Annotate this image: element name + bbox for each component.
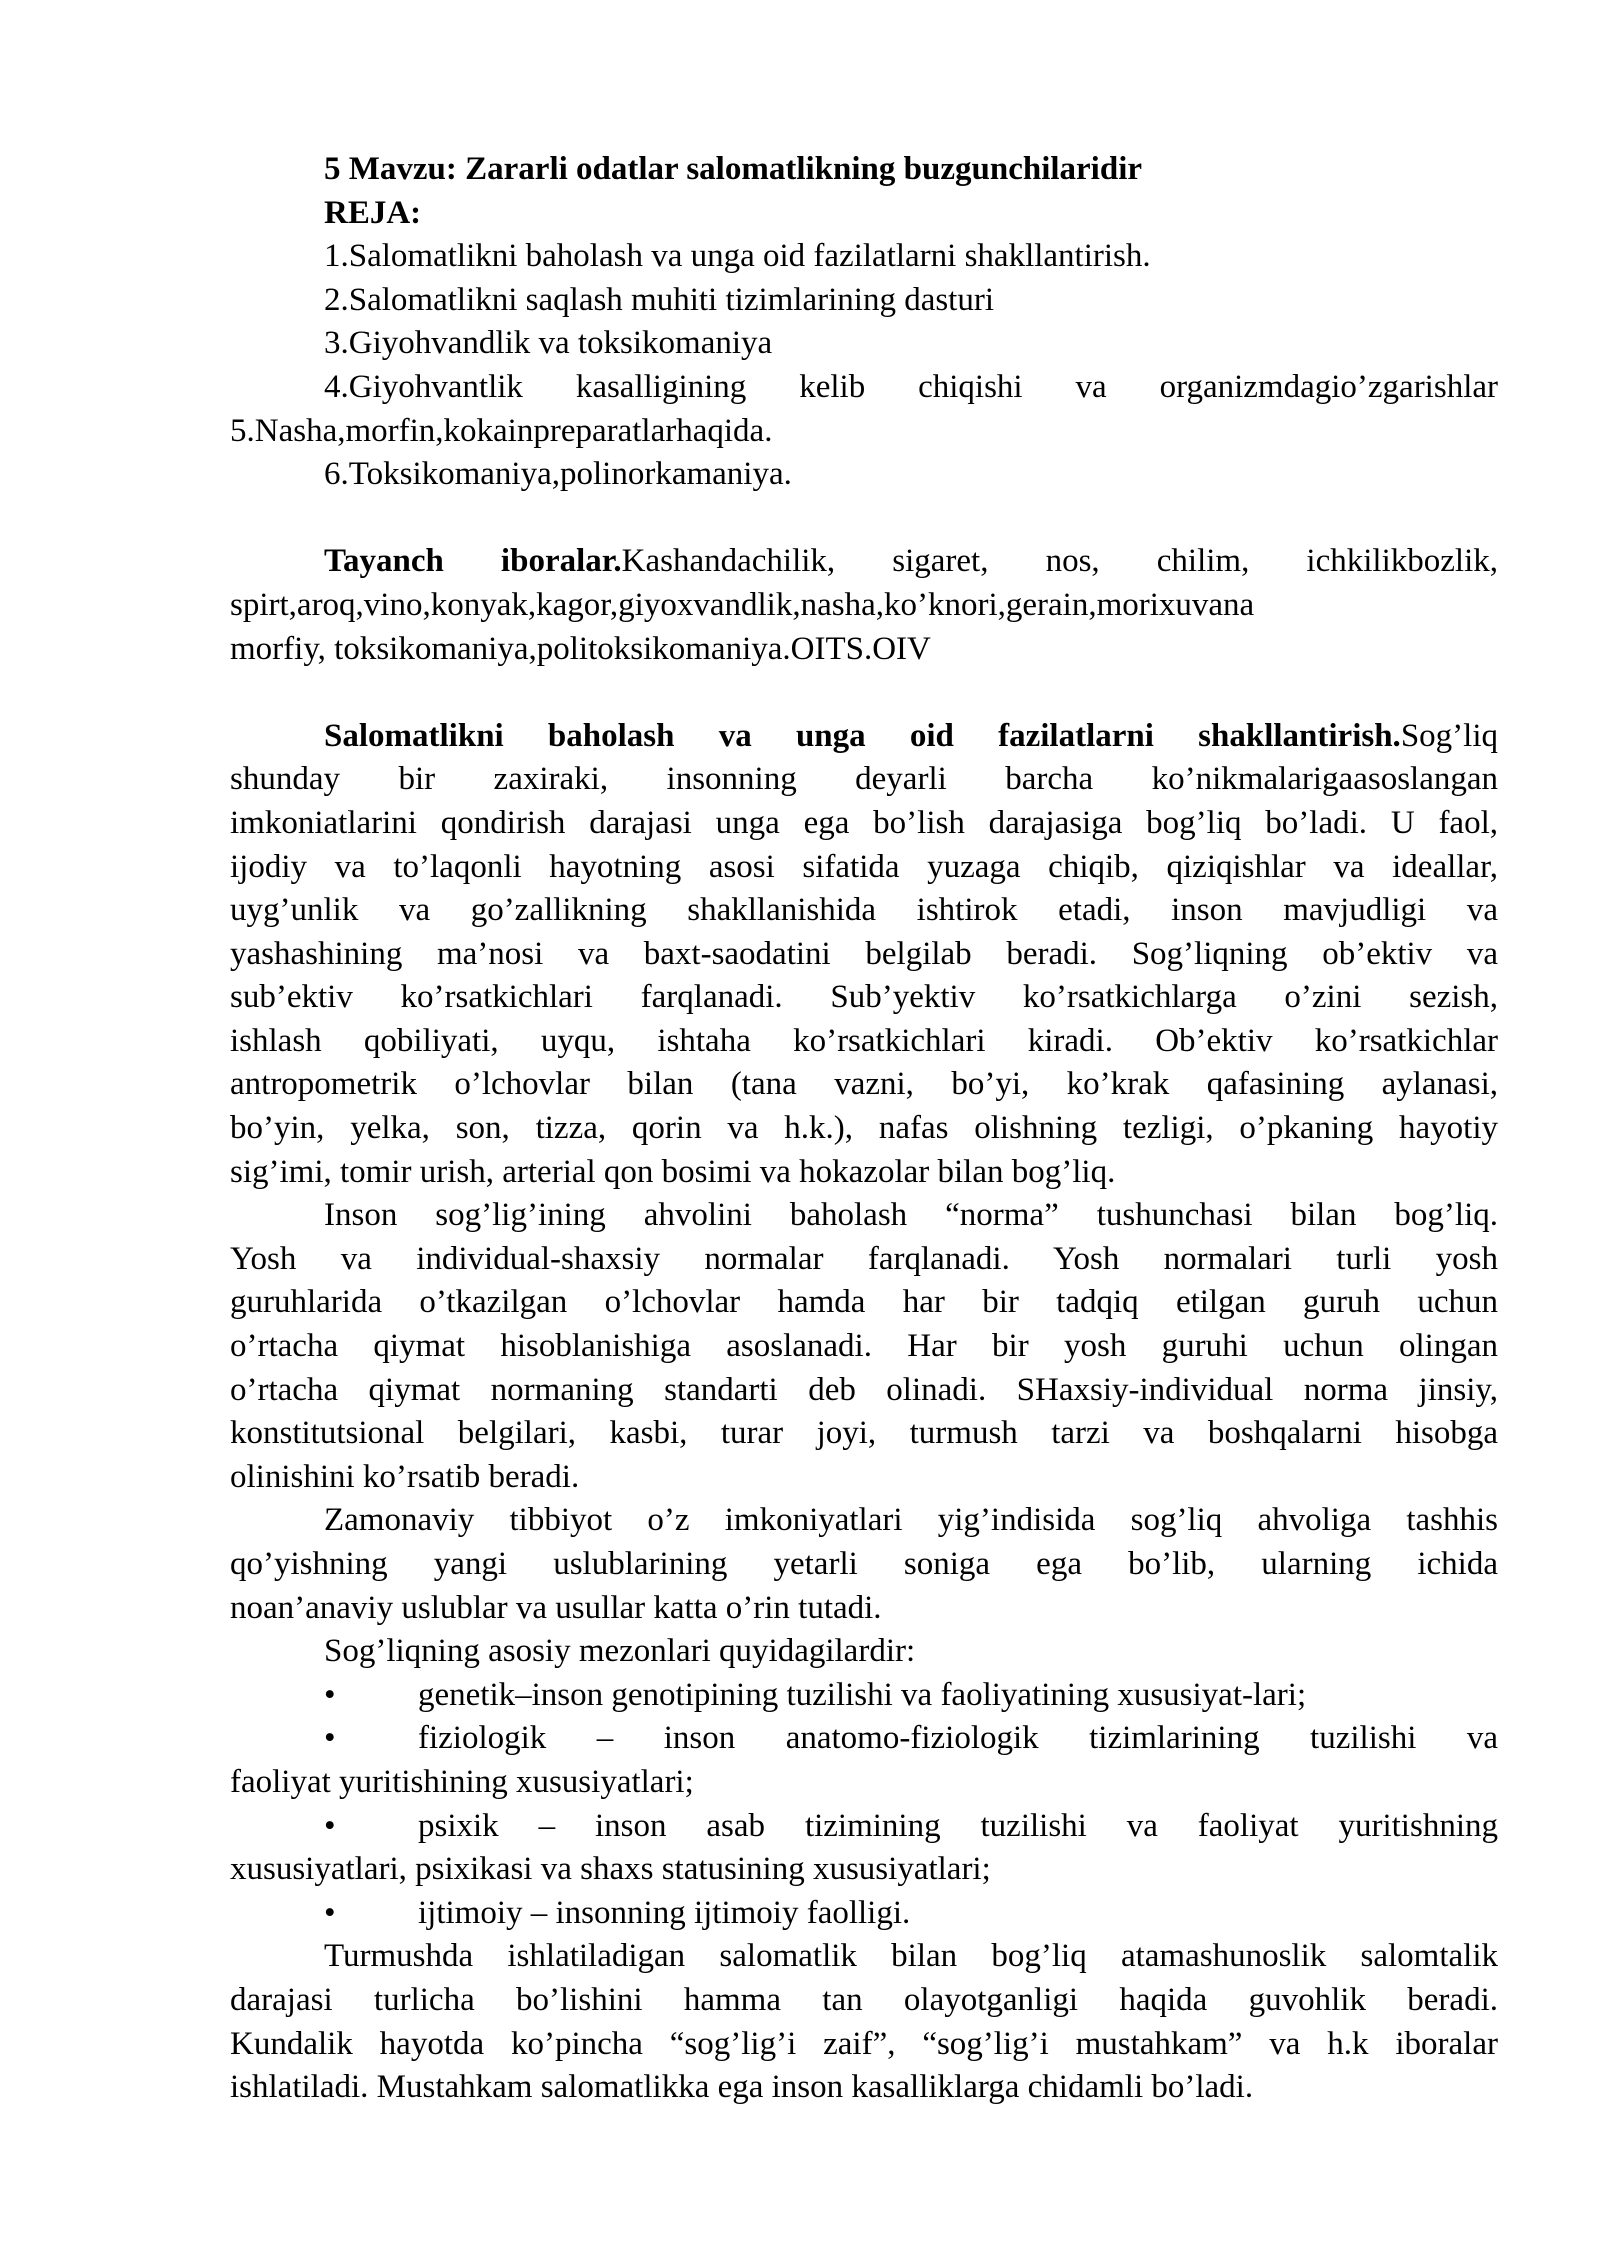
paragraph-line: ijodiy va to’laqonli hayotning asosi sifatida yuzaga chiqib, qiziqishlar va ideallar, <box>230 848 1498 885</box>
paragraph-line: Turmushda ishlatiladigan salomatlik bilan bog’liq atamashunoslik salomtalik <box>324 1938 1498 1975</box>
bullet-item <box>230 1674 1498 1718</box>
keywords-line <box>230 540 1498 584</box>
paragraph-line: Yosh va individual-shaxsiy normalar farqlanadi. Yosh normalari turli yosh <box>230 1240 1498 1277</box>
paragraph-line: shunday bir zaxiraki, insonning deyarli barcha ko’nikmalarigaasoslangan <box>230 761 1498 798</box>
paragraph-line: Zamonaviy tibbiyot o’z imkoniyatlari yig’indisida sog’liq ahvoliga tashhis <box>324 1502 1498 1539</box>
paragraph-line: o’rtacha qiymat normaning standarti deb olinadi. SHaxsiy-individual norma jinsiy, <box>230 1371 1498 1408</box>
section-heading-line <box>230 715 1498 759</box>
paragraph-line: noan’anaviy uslublar va usullar katta o’rin tutadi. <box>230 1589 882 1626</box>
paragraph-line: sig’imi, tomir urish, arterial qon bosimi va hokazolar bilan bog’liq. <box>230 1153 1116 1190</box>
paragraph-line: sub’ektiv ko’rsatkichlari farqlanadi. Sub’yektiv ko’rsatkichlarga o’zini sezish, <box>230 979 1498 1016</box>
plan-item: 4.Giyohvantlik kasalligining kelib chiqishi va organizmdagio’zgarishlar <box>324 368 1498 405</box>
keywords-line: spirt,aroq,vino,konyak,kagor,giyoxvandlik,nasha,ko’knori,gerain,morixuvana <box>230 586 1255 623</box>
bullet-symbol: • <box>324 1807 336 1844</box>
bullet-text: genetik–inson genotipining tuzilishi va faoliyatining xususiyat-lari; <box>418 1676 1307 1713</box>
bullet-item <box>230 1805 1498 1849</box>
spacer <box>230 671 1498 715</box>
paragraph-line: ishlatiladi. Mustahkam salomatlikka ega inson kasalliklarga chidamli bo’ladi. <box>230 2069 1254 2106</box>
paragraph-line: olinishini ko’rsatib beradi. <box>230 1458 580 1495</box>
bullet-symbol: • <box>324 1676 336 1713</box>
paragraph-line: imkoniatlarini qondirish darajasi unga ega bo’lish darajasiga bog’liq bo’ladi. U faol, <box>230 804 1498 841</box>
paragraph-line: Kundalik hayotda ko’pincha “sog’lig’i zaif”, “sog’lig’i mustahkam” va h.k iboralar <box>230 2025 1498 2062</box>
paragraph-line: konstitutsional belgilari, kasbi, turar joyi, turmush tarzi va boshqalarni hisobga <box>230 1415 1498 1452</box>
paragraph-line: bo’yin, yelka, son, tizza, qorin va h.k.), nafas olishning tezligi, o’pkaning hayotiy <box>230 1110 1498 1147</box>
plan-item: 6.Toksikomaniya,polinorkamaniya. <box>324 456 792 493</box>
bullet-item <box>230 1892 1498 1936</box>
paragraph-line: guruhlarida o’tkazilgan o’lchovlar hamda har bir tadqiq etilgan guruh uchun <box>230 1284 1498 1321</box>
keywords-label: Tayanch iboralar. <box>324 543 622 580</box>
paragraph-line: antropometrik o’lchovlar bilan (tana vazni, bo’yi, ko’krak qafasining aylanasi, <box>230 1066 1498 1103</box>
document-page <box>230 148 1498 2110</box>
paragraph-line: Inson sog’lig’ining ahvolini baholash “norma” tushunchasi bilan bog’liq. <box>324 1197 1498 1234</box>
paragraph-line: qo’yishning yangi uslublarining yetarli soniga ega bo’lib, ularning ichida <box>230 1546 1498 1582</box>
paragraph-text: Sog’liq <box>1400 717 1498 754</box>
plan-item: 5.Nasha,morfin,kokainpreparatlarhaqida. <box>230 412 773 449</box>
paragraph-line: Sog’liqning asosiy mezonlari quyidagilardir: <box>324 1633 916 1670</box>
page-title: 5 Mavzu: Zararli odatlar salomatlikning buzgunchilaridir <box>324 151 1143 187</box>
paragraph-line: uyg’unlik va go’zallikning shakllanishida ishtirok etadi, inson mavjudligi va <box>230 892 1498 929</box>
spacer <box>230 497 1498 541</box>
paragraph-line: yashashining ma’nosi va baxt-saodatini belgilab beradi. Sog’liqning ob’ektiv va <box>230 935 1498 972</box>
bullet-continuation: xususiyatlari, psixikasi va shaxs statusining xususiyatlari; <box>230 1851 991 1888</box>
keywords-line: morfiy, toksikomaniya,politoksikomaniya.OITS.OIV <box>230 630 931 667</box>
bullet-continuation: faoliyat yuritishining xususiyatlari; <box>230 1763 694 1800</box>
bullet-text: fiziologik – inson anatomo-fiziologik tizimlarining tuzilishi va <box>418 1720 1498 1757</box>
keywords-text: Kashandachilik, sigaret, nos, chilim, ichkilikbozlik, <box>621 543 1498 580</box>
paragraph-line: o’rtacha qiymat hisoblanishiga asoslanadi. Har bir yosh guruhi uchun olingan <box>230 1328 1498 1365</box>
plan-item: 2.Salomatlikni saqlash muhiti tizimlarining dasturi <box>324 281 995 318</box>
plan-item: 3.Giyohvandlik va toksikomaniya <box>324 325 773 362</box>
section-heading: Salomatlikni baholash va unga oid fazilatlarni shakllantirish. <box>324 717 1401 754</box>
plan-item: 1.Salomatlikni baholash va unga oid fazilatlarni shakllantirish. <box>324 238 1151 275</box>
bullet-text: psixik – inson asab tizimining tuzilishi va faoliyat yuritishning <box>418 1807 1498 1844</box>
bullet-item <box>230 1717 1498 1761</box>
bullet-symbol: • <box>324 1894 336 1931</box>
paragraph-line: darajasi turlicha bo’lishini hamma tan olayotganligi haqida guvohlik beradi. <box>230 1981 1498 2018</box>
bullet-symbol: • <box>324 1720 336 1757</box>
paragraph-line: ishlash qobiliyati, uyqu, ishtaha ko’rsatkichlari kiradi. Ob’ektiv ko’rsatkichlar <box>230 1022 1498 1059</box>
plan-heading: REJA: <box>324 194 422 231</box>
bullet-text: ijtimoiy – insonning ijtimoiy faolligi. <box>418 1894 911 1931</box>
